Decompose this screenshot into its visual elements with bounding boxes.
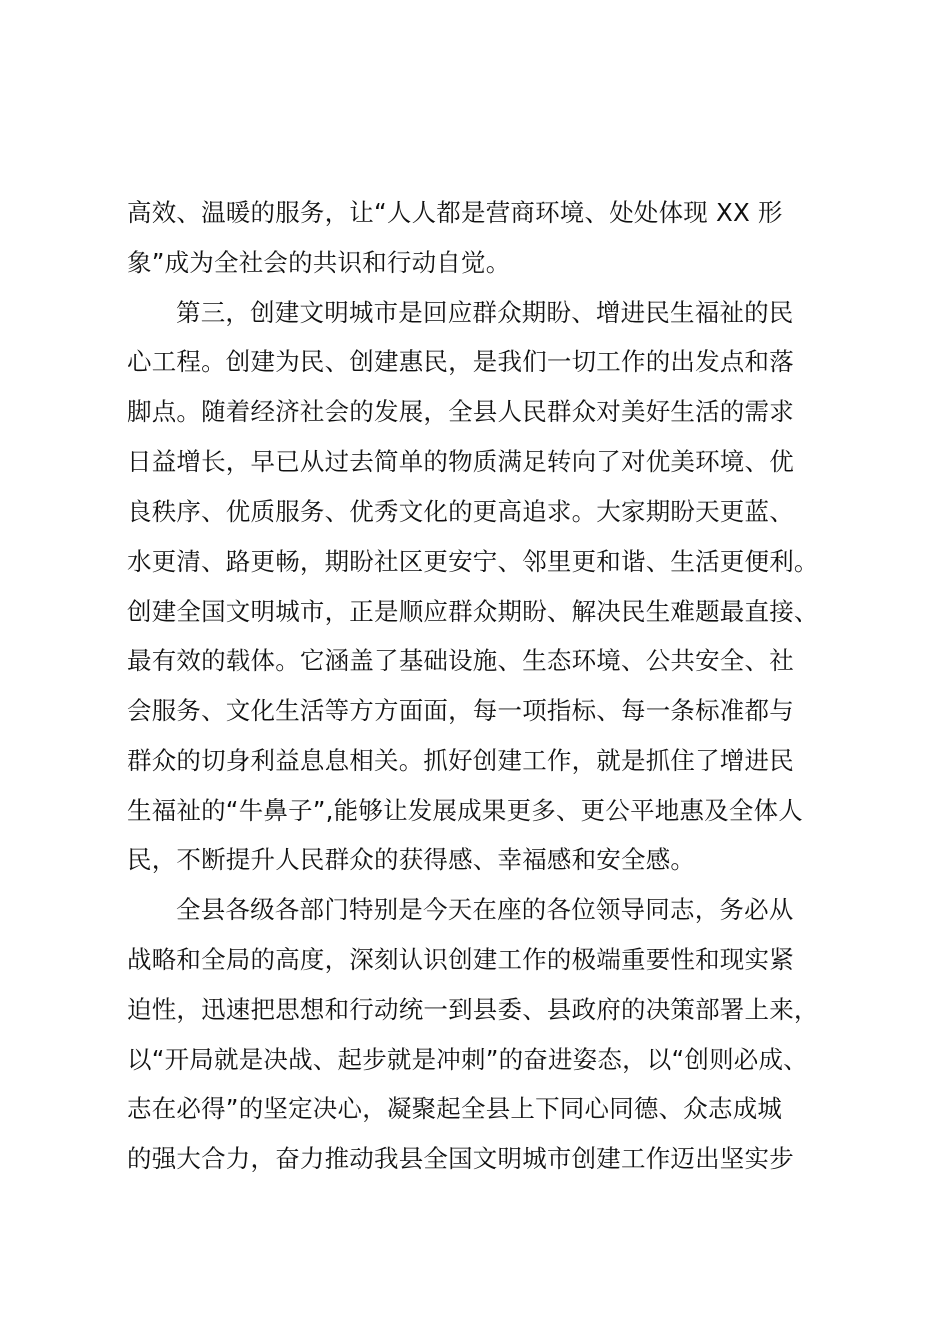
paragraph-start: 第三，创建文明城市是回应群众期盼、增进民生福祉的民 (176, 298, 794, 327)
text-line: 最有效的载体。它涵盖了基础设施、生态环境、公共安全、社 (127, 646, 794, 675)
text-line: 高效、温暖的服务，让“人人都是营商环境、处处体现 XX 形 (127, 198, 783, 227)
text-line: 脚点。随着经济社会的发展，全县人民群众对美好生活的需求 (127, 397, 794, 426)
text-line: 心工程。创建为民、创建惠民，是我们一切工作的出发点和落 (127, 347, 794, 376)
text-line: 日益增长，早已从过去简单的物质满足转向了对优美环境、优 (127, 447, 794, 476)
text-line: 创建全国文明城市，正是顺应群众期盼、解决民生难题最直接、 (127, 597, 819, 626)
text-line: 战略和全局的高度，深刻认识创建工作的极端重要性和现实紧 (127, 945, 794, 974)
text-line: 生福祉的“牛鼻子”,能够让发展成果更多、更公平地惠及全体人 (127, 796, 803, 825)
paragraph-start: 全县各级各部门特别是今天在座的各位领导同志，务必从 (176, 895, 794, 924)
text-line: 良秩序、优质服务、优秀文化的更高追求。大家期盼天更蓝、 (127, 497, 794, 526)
text-line: 志在必得”的坚定决心，凝聚起全县上下同心同德、众志成城 (127, 1094, 783, 1123)
text-line: 民，不断提升人民群众的获得感、幸福感和安全感。 (127, 845, 696, 874)
text-line: 迫性，迅速把思想和行动统一到县委、县政府的决策部署上来， (127, 995, 819, 1024)
text-line: 群众的切身利益息息相关。抓好创建工作，就是抓住了增进民 (127, 746, 794, 775)
text-line: 的强大合力，奋力推动我县全国文明城市创建工作迈出坚实步 (127, 1144, 794, 1173)
text-line: 会服务、文化生活等方方面面，每一项指标、每一条标准都与 (127, 696, 794, 725)
text-line: 水更清、路更畅，期盼社区更安宁、邻里更和谐、生活更便利。 (127, 547, 819, 576)
text-line: 以“开局就是决战、起步就是冲刺”的奋进姿态，以“创则必成、 (127, 1045, 808, 1074)
text-line: 象”成为全社会的共识和行动自觉。 (127, 248, 511, 277)
